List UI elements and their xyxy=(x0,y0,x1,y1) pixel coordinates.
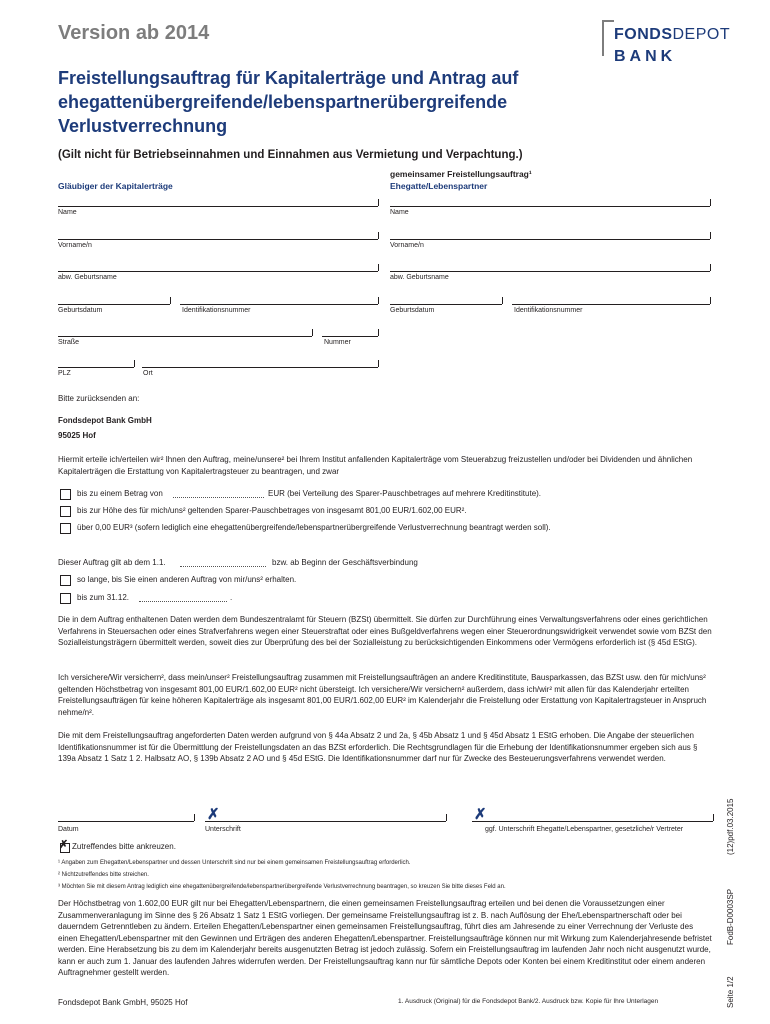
field-tick xyxy=(312,329,313,336)
date-label: Datum xyxy=(58,826,79,833)
creditor-heading: Gläubiger der Kapitalerträge xyxy=(58,181,173,191)
creditor-name-label: Name xyxy=(58,209,77,216)
option-loss-checkbox[interactable] xyxy=(60,523,71,534)
option-amount-checkbox[interactable] xyxy=(60,489,71,500)
field-tick xyxy=(710,232,711,239)
nummer-label: Nummer xyxy=(324,339,351,346)
validity-pre: Dieser Auftrag gilt ab dem 1.1. xyxy=(58,558,166,567)
side-page-number: Seite 1/2 xyxy=(726,976,735,1008)
creditor-geburtsdatum-label: Geburtsdatum xyxy=(58,307,103,314)
partner-signature-label: ggf. Unterschrift Ehegatte/Lebenspartner, gesetzliche/r Vertreter xyxy=(485,826,684,833)
option-full-checkbox[interactable] xyxy=(60,506,71,517)
option-amount-pre: bis zu einem Betrag von xyxy=(77,489,163,498)
option-full-text: bis zur Höhe des für mich/uns² geltenden Sparer-Pauschbetrages von insgesamt 801,00 EUR/1.602,00 EUR². xyxy=(77,506,467,515)
field-tick xyxy=(378,297,379,304)
side-form-code: FodB-D0003SP xyxy=(726,888,735,945)
logo-bold-text: FONDS xyxy=(614,26,673,43)
legend-cross-icon: ✗ xyxy=(59,839,69,851)
legend-text: Zutreffendes bitte ankreuzen. xyxy=(72,842,176,851)
creditor-identifikationsnummer-field[interactable] xyxy=(180,291,378,305)
maximum-amount-paragraph: Der Höchstbetrag von 1.602,00 EUR gilt nur bei Ehegatten/Lebenspartnern, die einen gemeinsamen Freistellungsauftrag erteilen und bei denen die Voraussetzungen einer Zusammenveranlagung im Sinne des § 26 Absatz 1 Satz 1 EStG vorliegen. Der gemeinsame Freistellungsauftrag ist z. B. nach Auflösung der Ehe/Lebenspartnerschaft oder bei dauerndem Getrenntleben zu ändern. Erteilen Ehegatten/Lebenspartner einen gemeinsamen Freistellungsauftrag, führt dies am Jahresende zu einer Verrechnung der Verluste des einen Ehegatten/Lebenspartner mit den Gewinnen und Erträgen des anderen Ehegatten/Lebenspartner. Freistellungsaufträge können nur mit Wirkung zum Kalenderjahresende befristet werden. Eine Herabsetzung bis zu dem im Kalenderjahr bereits ausgenutzten Betrag ist jedoch zulässig. Sofern ein Freistellungsauftrag im laufenden Jahr noch nicht ausgenutzt wurde, kann er auch zum 1. Januar des laufenden Jahres widerrufen werden. Der Freistellungsauftrag kann nur für sämtliche Depots oder Konten bei einem Kreditinstitut oder einem anderen Auftragnehmer gestellt werden. xyxy=(58,899,712,977)
return-address-line2: 95025 Hof xyxy=(58,431,96,440)
form-subtitle: (Gilt nicht für Betriebseinnahmen und Einnahmen aus Vermietung und Verpachtung.) xyxy=(58,149,523,161)
field-tick xyxy=(170,297,171,304)
footnote-2: ² Nichtzutreffendes bitte streichen. xyxy=(58,872,149,878)
legal-basis-paragraph: Die mit dem Freistellungsauftrag angeforderten Daten werden aufgrund von § 44a Absatz 2 und 2a, § 45b Absatz 1 und § 45d Absatz 1 EStG erhoben. Die Angabe der steuerlichen Identifikationsnummer ist für die Übermittlung der Freistellungsdaten an das BZSt erforderlich. Die Rechtsgrundlagen für die Erhebung der Identifikationsnummer ergeben sich aus § 139a Absatz 1 Satz 1 2. Halbsatz AO, § 139b Absatz 2 AO und § 45d EStG. Die Identifikationsnummer darf nur für Zwecke des Besteuerungsverfahrens verwendet werden. xyxy=(58,731,698,763)
validity-unlimited-text: so lange, bis Sie einen anderen Auftrag von mir/uns² erhalten. xyxy=(77,575,297,584)
strasse-label: Straße xyxy=(58,339,80,346)
validity-unlimited-checkbox[interactable] xyxy=(60,575,71,586)
date-field[interactable] xyxy=(58,811,194,822)
field-tick xyxy=(378,199,379,206)
ort-field[interactable] xyxy=(142,354,378,368)
creditor-geburtsdatum-field[interactable] xyxy=(58,291,170,305)
fondsdepot-bank-logo xyxy=(602,20,740,68)
field-tick xyxy=(194,814,195,821)
logo-frame-decoration xyxy=(602,20,614,56)
field-tick xyxy=(710,297,711,304)
option-loss-text: über 0,00 EUR³ (sofern lediglich eine ehegattenübergreifende/lebenspartnerübergreifende Verlustverrechnung beantragt werden soll). xyxy=(77,523,551,532)
side-document-date: (12)pdf.03.2015 xyxy=(726,798,735,855)
field-tick xyxy=(502,297,503,304)
ort-label: Ort xyxy=(143,370,153,377)
footer-print-note: 1. Ausdruck (Original) für die Fondsdepot Bank/2. Ausdruck bzw. Kopie für Ihre Unterlagen xyxy=(398,998,659,1005)
partner-geburtsname-field[interactable] xyxy=(390,258,710,272)
partner-name-label: Name xyxy=(390,209,409,216)
partner-geburtsname-label: abw. Geburtsname xyxy=(390,274,449,281)
return-address-line1: Fondsdepot Bank GmbH xyxy=(58,416,152,425)
field-tick xyxy=(134,360,135,367)
strasse-field[interactable] xyxy=(58,323,312,337)
joint-heading-line1: gemeinsamer Freistellungsauftrag¹ xyxy=(390,169,532,179)
return-label: Bitte zurücksenden an: xyxy=(58,394,140,403)
plz-label: PLZ xyxy=(58,370,71,377)
creditor-vorname-label: Vorname/n xyxy=(58,242,92,249)
partner-vorname-label: Vorname/n xyxy=(390,242,424,249)
partner-vorname-field[interactable] xyxy=(390,226,710,240)
logo-line1 xyxy=(614,26,730,44)
assurance-paragraph: Ich versichere/Wir versichern², dass mein/unser² Freistellungsauftrag zusammen mit Freistellungsaufträgen an andere Kreditinstitute, Bausparkassen, das BZSt usw. den für mich/uns² geltenden Höchstbetrag von insgesamt 801,00 EUR/1.602,00 EUR² nicht übersteigt. Ich versichere/Wir versichern² außerdem, dass ich/wir² mit allen für das Kalenderjahr erteilten Freistellungsaufträgen für keine höheren Kapitalerträge als insgesamt 801,00 EUR/1.602,00 EUR² im Kalenderjahr die Freistellung oder Erstattung von Kapitalertragsteuer in Anspruch nehme/n². xyxy=(58,673,707,717)
creditor-name-field[interactable] xyxy=(58,193,378,207)
plz-field[interactable] xyxy=(58,354,134,368)
partner-signature-field[interactable] xyxy=(472,811,713,822)
validity-until-text: bis zum 31.12. xyxy=(77,593,130,602)
partner-name-field[interactable] xyxy=(390,193,710,207)
validity-post: bzw. ab Beginn der Geschäftsverbindung xyxy=(272,558,418,567)
option-amount-post: EUR (bei Verteilung des Sparer-Pauschbetrages auf mehrere Kreditinstitute). xyxy=(268,489,542,498)
creditor-geburtsname-field[interactable] xyxy=(58,258,378,272)
creditor-vorname-field[interactable] xyxy=(58,226,378,240)
partner-identifikationsnummer-field[interactable] xyxy=(512,291,710,305)
intro-text: Hiermit erteile ich/erteilen wir² Ihnen den Auftrag, meine/unsere² bei Ihrem Institut anfallenden Kapitalerträge vom Steuerabzug freizustellen und/oder bei Dividenden und ähnlichen Kapitalerträgen die Erstattung von Kapitalertragsteuer zu beantragen, und zwar xyxy=(58,455,693,476)
partner-identifikationsnummer-label: Identifikationsnummer xyxy=(514,307,583,314)
signature-cross-icon: ✗ xyxy=(207,806,220,823)
field-tick xyxy=(713,814,714,821)
nummer-field[interactable] xyxy=(322,323,378,337)
creditor-identifikationsnummer-label: Identifikationsnummer xyxy=(182,307,251,314)
field-tick xyxy=(378,329,379,336)
signature-label: Unterschrift xyxy=(205,826,241,833)
amount-input[interactable] xyxy=(173,497,264,498)
creditor-geburtsname-label: abw. Geburtsname xyxy=(58,274,117,281)
signature-field[interactable] xyxy=(205,811,446,822)
footer-company: Fondsdepot Bank GmbH, 95025 Hof xyxy=(58,998,188,1007)
logo-thin-text: DEPOT xyxy=(672,26,731,43)
partner-signature-cross-icon: ✗ xyxy=(474,806,487,823)
field-tick xyxy=(710,264,711,271)
form-title: Freistellungsauftrag für Kapitalerträge und Antrag auf ehegattenübergreifende/lebenspartnerübergreifende Verlustverrechnung xyxy=(58,68,519,136)
version-label: Version ab 2014 xyxy=(58,22,210,44)
field-tick xyxy=(378,360,379,367)
partner-geburtsdatum-label: Geburtsdatum xyxy=(390,307,435,314)
footnote-1: ¹ Angaben zum Ehegatten/Lebenspartner und dessen Unterschrift sind nur bei einem gemeinsamen Freistellungsauftrag erforderlich. xyxy=(58,860,411,866)
footnote-3: ³ Möchten Sie mit diesem Antrag lediglich eine ehegattenübergreifende/lebenspartnerübergreifende Verlustverrechnung beantragen, so kreuzen Sie bitte dieses Feld an. xyxy=(58,884,506,890)
validity-until-end: . xyxy=(230,593,233,602)
data-transfer-paragraph: Die in dem Auftrag enthaltenen Daten werden dem Bundeszentralamt für Steuern (BZSt) übermittelt. Sie dürfen zur Durchführung eines Verwaltungsverfahrens oder eines gerichtlichen Verfahrens in Steuersachen oder eines Strafverfahrens wegen einer Steuerstraftat oder eines Bußgeldverfahrens wegen einer Steuerordnungswidrigkeit verwendet sowie vom BZSt den Sozialleistungsträgern übermittelt werden, soweit dies zur Überprüfung des bei der Sozialleistung zu berücksichtigenden Einkommens oder Vermögens erforderlich ist (§ 45d EStG). xyxy=(58,615,712,647)
validity-until-year-input[interactable] xyxy=(139,601,227,602)
validity-until-checkbox[interactable] xyxy=(60,593,71,604)
field-tick xyxy=(378,232,379,239)
field-tick xyxy=(378,264,379,271)
field-tick xyxy=(446,814,447,821)
partner-geburtsdatum-field[interactable] xyxy=(390,291,502,305)
joint-heading-line2: Ehegatte/Lebenspartner xyxy=(390,181,488,191)
validity-year-input[interactable] xyxy=(180,566,266,567)
field-tick xyxy=(710,199,711,206)
logo-line2: BANK xyxy=(614,48,677,65)
